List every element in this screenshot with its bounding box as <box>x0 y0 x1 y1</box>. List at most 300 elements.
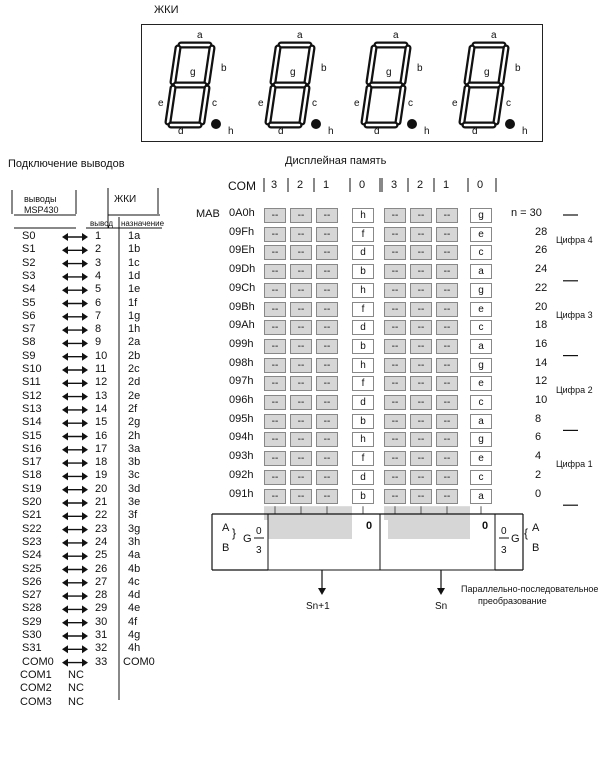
pin-lcd-function-31: 4h <box>128 642 141 655</box>
out-left-arrowhead <box>318 588 326 595</box>
pin-lcd-function-21: 3f <box>128 509 138 522</box>
pin-lcd-function-8: 2a <box>128 336 141 349</box>
pin-lcd-function-7: 1h <box>128 323 141 336</box>
memory-cell-5-0: -- <box>264 302 286 317</box>
memory-cell-7-2: -- <box>316 339 338 354</box>
memory-cell-15-5: -- <box>410 489 432 504</box>
digit-1-label-c: c <box>212 98 217 109</box>
pin-arrow-left-31 <box>62 645 68 653</box>
mux-left-a: A <box>222 522 230 534</box>
pin-lcd-number-3: 4 <box>95 269 102 282</box>
memory-cell-8-2: -- <box>316 358 338 373</box>
pin-arrow-right-15 <box>82 433 88 441</box>
com-header-4: 3 <box>391 179 398 191</box>
digit-1-segment-h <box>211 119 221 129</box>
pin-lcd-number-19: 20 <box>95 482 108 495</box>
com-header-6: 1 <box>443 179 450 191</box>
memory-cell-13-5: -- <box>410 451 432 466</box>
n-value-14: 2 <box>535 468 542 481</box>
memory-cell-6-7: c <box>470 320 492 335</box>
digit-3-segment-h <box>407 119 417 129</box>
output-sn: Sn <box>435 601 448 612</box>
pin-arrow-left-13 <box>62 406 68 414</box>
digit-4-label-b: b <box>515 63 521 74</box>
memory-cell-9-5: -- <box>410 376 432 391</box>
mux-right-g: G <box>511 533 520 545</box>
memory-cell-2-6: -- <box>436 245 458 260</box>
pin-lcd-number-9: 10 <box>95 349 108 362</box>
pin-arrow-right-17 <box>82 459 88 467</box>
memory-cell-4-1: -- <box>290 283 312 298</box>
pin-lcd-number-6: 7 <box>95 309 102 322</box>
pin-lcd-function-32: COM0 <box>123 655 155 668</box>
pin-lcd-number-21: 22 <box>95 509 108 522</box>
pin-lcd-function-24: 4a <box>128 549 141 562</box>
digit-label-4: Цифра 1 <box>556 459 593 470</box>
digit-4-label-c: c <box>506 98 511 109</box>
com-header-1: 2 <box>297 179 304 191</box>
pin-lcd-number-26: 27 <box>95 575 108 588</box>
conversion-label-1: Параллельно-последовательное <box>461 584 599 594</box>
memory-cell-11-6: -- <box>436 414 458 429</box>
mux-com-7: 0 <box>482 520 489 532</box>
pin-arrow-right-7 <box>82 326 88 334</box>
n-value-2: 26 <box>535 244 548 257</box>
pin-arrow-left-24 <box>62 552 68 560</box>
pin-lcd-number-25: 26 <box>95 562 108 575</box>
memory-cell-0-2: -- <box>316 208 338 223</box>
pin-arrow-left-5 <box>62 300 68 308</box>
memory-cell-5-3: f <box>352 302 374 317</box>
mux-left-frac-top: 0 <box>256 526 262 537</box>
memory-cell-6-4: -- <box>384 320 406 335</box>
pin-arrow-right-28 <box>82 605 88 613</box>
memory-cell-14-6: -- <box>436 470 458 485</box>
memory-cell-12-2: -- <box>316 432 338 447</box>
pin-nc-1: NC <box>68 668 84 681</box>
pin-lcd-function-16: 3a <box>128 442 141 455</box>
mux-right-frac-bot: 3 <box>501 545 507 556</box>
memory-cell-9-7: e <box>470 376 492 391</box>
n-value-9: 12 <box>535 375 548 388</box>
memory-cell-7-5: -- <box>410 339 432 354</box>
pin-lcd-function-19: 3d <box>128 482 141 495</box>
mab-address-12: 094h <box>229 431 254 444</box>
memory-cell-6-0: -- <box>264 320 286 335</box>
memory-cell-10-6: -- <box>436 395 458 410</box>
com-header-2: 1 <box>323 179 330 191</box>
pin-arrow-left-27 <box>62 592 68 600</box>
mux-com-3: 0 <box>366 520 373 532</box>
n-value-11: 8 <box>535 412 542 425</box>
mux-right-brace: { <box>524 526 529 540</box>
pin-lcd-number-18: 19 <box>95 469 108 482</box>
memory-cell-3-3: b <box>352 264 374 279</box>
mab-address-0: 0A0h <box>229 207 255 219</box>
digit-2-label-e: e <box>258 98 264 109</box>
pin-msp430-4: S4 <box>22 283 36 296</box>
memory-cell-4-0: -- <box>264 283 286 298</box>
memory-cell-3-7: a <box>470 264 492 279</box>
memory-cell-14-0: -- <box>264 470 286 485</box>
mab-address-3: 09Dh <box>229 263 256 276</box>
pin-lcd-function-29: 4f <box>128 615 138 628</box>
pin-lcd-number-14: 15 <box>95 416 108 429</box>
memory-cell-2-3: d <box>352 245 374 260</box>
pin-com-1: COM1 <box>20 668 52 681</box>
com-header-0: 3 <box>271 179 278 191</box>
pin-lcd-number-16: 17 <box>95 442 108 455</box>
pin-arrow-left-6 <box>62 313 68 321</box>
pin-arrow-right-19 <box>82 486 88 494</box>
memory-cell-12-7: g <box>470 432 492 447</box>
pin-arrow-right-14 <box>82 419 88 427</box>
memory-cell-11-4: -- <box>384 414 406 429</box>
pin-lcd-number-11: 12 <box>95 376 108 389</box>
mab-address-6: 09Ah <box>229 319 255 332</box>
pin-arrow-right-32 <box>82 659 88 667</box>
memory-cell-12-3: h <box>352 432 374 447</box>
memory-cell-8-3: h <box>352 358 374 373</box>
memory-cell-4-5: -- <box>410 283 432 298</box>
pin-lcd-function-10: 2c <box>128 363 140 375</box>
pin-arrow-right-27 <box>82 592 88 600</box>
memory-cell-14-5: -- <box>410 470 432 485</box>
digit-2-label-b: b <box>321 63 327 74</box>
mab-address-8: 098h <box>229 356 254 369</box>
memory-cell-4-6: -- <box>436 283 458 298</box>
memory-cell-13-1: -- <box>290 451 312 466</box>
conversion-label-2: преобразование <box>478 596 547 606</box>
pin-arrow-left-0 <box>62 233 68 241</box>
memory-cell-6-1: -- <box>290 320 312 335</box>
memory-title: Дисплейная память <box>285 155 387 167</box>
memory-cell-5-6: -- <box>436 302 458 317</box>
pin-arrow-left-20 <box>62 499 68 507</box>
pin-msp430-24: S24 <box>22 549 42 562</box>
pin-lcd-number-15: 16 <box>95 429 108 442</box>
pin-com-2: COM2 <box>20 682 52 695</box>
memory-cell-13-6: -- <box>436 451 458 466</box>
pin-lcd-function-4: 1e <box>128 283 141 296</box>
memory-cell-11-5: -- <box>410 414 432 429</box>
memory-cell-9-4: -- <box>384 376 406 391</box>
pin-msp430-21: S21 <box>22 509 42 522</box>
pins-head-left-2: MSP430 <box>24 205 59 215</box>
memory-cell-12-1: -- <box>290 432 312 447</box>
pin-arrow-left-12 <box>62 393 68 401</box>
memory-cell-1-6: -- <box>436 227 458 242</box>
memory-cell-0-7: g <box>470 208 492 223</box>
pin-arrow-left-26 <box>62 579 68 587</box>
pin-msp430-19: S19 <box>22 482 42 495</box>
memory-cell-9-0: -- <box>264 376 286 391</box>
digit-4-label-d: d <box>472 126 478 137</box>
mab-address-2: 09Eh <box>229 244 255 257</box>
digit-3-label-e: e <box>354 98 360 109</box>
memory-cell-8-0: -- <box>264 358 286 373</box>
memory-cell-8-1: -- <box>290 358 312 373</box>
digit-1-label-e: e <box>158 98 164 109</box>
pin-lcd-number-24: 25 <box>95 549 108 562</box>
memory-cell-1-7: e <box>470 227 492 242</box>
pin-arrow-right-4 <box>82 286 88 294</box>
pin-lcd-function-25: 4b <box>128 562 141 575</box>
pin-arrow-right-16 <box>82 446 88 454</box>
pin-lcd-function-1: 1b <box>128 243 141 256</box>
pin-com-3: COM3 <box>20 695 52 708</box>
pin-lcd-function-28: 4e <box>128 602 141 615</box>
memory-cell-7-3: b <box>352 339 374 354</box>
pin-msp430-5: S5 <box>22 296 36 309</box>
mux-left-brace: } <box>232 526 237 540</box>
mux-right-a: A <box>532 522 540 534</box>
pin-arrow-right-21 <box>82 512 88 520</box>
lcd-title: ЖКИ <box>154 4 179 16</box>
pin-lcd-function-15: 2h <box>128 429 141 442</box>
com-header-7: 0 <box>477 179 484 191</box>
n-value-8: 14 <box>535 356 548 369</box>
mab-label: MAB <box>196 208 220 220</box>
gray-band-1 <box>384 506 470 520</box>
memory-cell-9-2: -- <box>316 376 338 391</box>
pin-msp430-20: S20 <box>22 496 42 508</box>
mab-address-9: 097h <box>229 375 254 388</box>
memory-cell-5-2: -- <box>316 302 338 317</box>
n-value-13: 4 <box>535 450 542 463</box>
pin-msp430-0: S0 <box>22 230 36 242</box>
pin-arrow-right-6 <box>82 313 88 321</box>
n-value-0: n = 30 <box>511 207 542 219</box>
mux-left-b: B <box>222 542 230 554</box>
digit-3-label-d: d <box>374 126 380 137</box>
memory-cell-11-1: -- <box>290 414 312 429</box>
memory-cell-15-0: -- <box>264 489 286 504</box>
memory-cell-11-2: -- <box>316 414 338 429</box>
digit-2-label-g: g <box>290 67 296 78</box>
output-sn-plus-1: Sn+1 <box>306 601 330 612</box>
memory-cell-1-0: -- <box>264 227 286 242</box>
pin-msp430-18: S18 <box>22 469 42 482</box>
memory-cell-2-5: -- <box>410 245 432 260</box>
pin-lcd-number-28: 29 <box>95 602 108 615</box>
digit-1-label-a: a <box>197 30 203 41</box>
pin-lcd-function-20: 3e <box>128 496 141 508</box>
memory-cell-0-6: -- <box>436 208 458 223</box>
memory-cell-5-7: e <box>470 302 492 317</box>
pin-lcd-number-30: 31 <box>95 629 108 641</box>
pin-msp430-1: S1 <box>22 243 36 256</box>
pin-arrow-left-9 <box>62 353 68 361</box>
pin-lcd-number-31: 32 <box>95 642 108 655</box>
pin-arrow-left-16 <box>62 446 68 454</box>
memory-cell-14-1: -- <box>290 470 312 485</box>
memory-cell-10-5: -- <box>410 395 432 410</box>
digit-3-label-h: h <box>424 126 430 137</box>
pin-arrow-left-8 <box>62 339 68 347</box>
com-header-5: 2 <box>417 179 424 191</box>
pins-title: Подключение выводов <box>8 158 125 170</box>
pin-arrow-left-23 <box>62 539 68 547</box>
pin-msp430-3: S3 <box>22 269 36 282</box>
memory-cell-15-4: -- <box>384 489 406 504</box>
n-value-12: 6 <box>535 431 542 444</box>
memory-cell-12-6: -- <box>436 432 458 447</box>
mab-address-1: 09Fh <box>229 225 255 238</box>
pin-msp430-22: S22 <box>22 522 42 535</box>
pin-lcd-function-13: 2f <box>128 402 138 415</box>
digit-4-segment-h <box>505 119 515 129</box>
pin-lcd-number-8: 9 <box>95 336 102 349</box>
memory-cell-7-6: -- <box>436 339 458 354</box>
memory-cell-11-3: b <box>352 414 374 429</box>
pin-lcd-number-29: 30 <box>95 615 108 628</box>
memory-cell-10-3: d <box>352 395 374 410</box>
n-value-3: 24 <box>535 263 548 276</box>
n-value-5: 20 <box>535 300 548 313</box>
pin-msp430-23: S23 <box>22 535 42 548</box>
pin-lcd-number-27: 28 <box>95 589 108 602</box>
pin-msp430-31: S31 <box>22 642 42 655</box>
pin-msp430-10: S10 <box>22 363 42 375</box>
pin-arrow-right-30 <box>82 632 88 640</box>
pin-lcd-function-30: 4g <box>128 629 141 641</box>
mux-right-b: B <box>532 542 540 554</box>
pins-sub-func: назначение <box>121 219 165 228</box>
memory-cell-3-2: -- <box>316 264 338 279</box>
pin-lcd-number-7: 8 <box>95 323 102 336</box>
digit-4-label-h: h <box>522 126 528 137</box>
pin-arrow-right-8 <box>82 339 88 347</box>
mab-address-15: 091h <box>229 487 254 500</box>
pin-lcd-number-2: 3 <box>95 256 102 269</box>
memory-cell-5-1: -- <box>290 302 312 317</box>
memory-cell-11-7: a <box>470 414 492 429</box>
pin-msp430-9: S9 <box>22 349 36 362</box>
digit-1-label-g: g <box>190 67 196 78</box>
pin-lcd-number-17: 18 <box>95 456 108 469</box>
memory-cell-6-6: -- <box>436 320 458 335</box>
memory-cell-9-1: -- <box>290 376 312 391</box>
memory-cell-6-5: -- <box>410 320 432 335</box>
pin-msp430-13: S13 <box>22 402 42 415</box>
memory-cell-0-4: -- <box>384 208 406 223</box>
pin-arrow-right-25 <box>82 566 88 574</box>
n-value-4: 22 <box>535 281 548 294</box>
memory-cell-1-4: -- <box>384 227 406 242</box>
memory-cell-1-3: f <box>352 227 374 242</box>
memory-cell-15-7: a <box>470 489 492 504</box>
pin-arrow-left-1 <box>62 246 68 254</box>
digit-4-label-e: e <box>452 98 458 109</box>
memory-cell-14-3: d <box>352 470 374 485</box>
pin-arrow-left-4 <box>62 286 68 294</box>
pin-msp430-29: S29 <box>22 615 42 628</box>
pin-lcd-number-10: 11 <box>95 363 107 375</box>
pin-arrow-right-29 <box>82 619 88 627</box>
pin-arrow-right-24 <box>82 552 88 560</box>
pin-arrow-right-13 <box>82 406 88 414</box>
pin-lcd-number-5: 6 <box>95 296 102 309</box>
memory-cell-7-7: a <box>470 339 492 354</box>
pin-arrow-right-18 <box>82 472 88 480</box>
pin-lcd-number-22: 23 <box>95 522 108 535</box>
pin-arrow-right-22 <box>82 526 88 534</box>
pin-lcd-function-0: 1a <box>128 230 141 242</box>
pin-lcd-number-4: 5 <box>95 283 102 296</box>
digit-2-label-c: c <box>312 98 317 109</box>
pin-msp430-7: S7 <box>22 323 36 336</box>
pin-arrow-right-10 <box>82 366 88 374</box>
memory-cell-12-4: -- <box>384 432 406 447</box>
n-value-7: 16 <box>535 337 548 350</box>
memory-cell-1-2: -- <box>316 227 338 242</box>
pin-msp430-30: S30 <box>22 629 42 641</box>
memory-cell-14-2: -- <box>316 470 338 485</box>
pin-lcd-number-20: 21 <box>95 496 108 508</box>
pin-lcd-number-1: 2 <box>95 243 102 256</box>
memory-cell-2-7: c <box>470 245 492 260</box>
pin-lcd-function-9: 2b <box>128 349 141 362</box>
pin-msp430-2: S2 <box>22 256 36 269</box>
memory-cell-0-5: -- <box>410 208 432 223</box>
memory-cell-14-7: c <box>470 470 492 485</box>
pin-arrow-left-28 <box>62 605 68 613</box>
memory-cell-7-0: -- <box>264 339 286 354</box>
memory-cell-10-1: -- <box>290 395 312 410</box>
pin-arrow-left-30 <box>62 632 68 640</box>
mab-address-4: 09Ch <box>229 281 256 294</box>
digit-label-3: Цифра 2 <box>556 384 593 395</box>
pin-lcd-number-0: 1 <box>95 230 102 242</box>
pin-arrow-left-15 <box>62 433 68 441</box>
pin-msp430-16: S16 <box>22 442 42 455</box>
pin-nc-2: NC <box>68 682 84 695</box>
memory-cell-4-4: -- <box>384 283 406 298</box>
memory-cell-13-2: -- <box>316 451 338 466</box>
memory-cell-5-4: -- <box>384 302 406 317</box>
memory-cell-11-0: -- <box>264 414 286 429</box>
digit-4-label-a: a <box>491 30 497 41</box>
memory-cell-0-0: -- <box>264 208 286 223</box>
pin-arrow-right-9 <box>82 353 88 361</box>
digit-label-1: Цифра 4 <box>556 235 593 246</box>
pin-msp430-14: S14 <box>22 416 42 429</box>
pin-msp430-28: S28 <box>22 602 42 615</box>
pin-arrow-right-0 <box>82 233 88 241</box>
memory-cell-13-0: -- <box>264 451 286 466</box>
pin-lcd-function-27: 4d <box>128 589 141 602</box>
pin-lcd-function-2: 1c <box>128 256 140 269</box>
n-value-15: 0 <box>535 487 542 500</box>
pin-lcd-function-3: 1d <box>128 269 141 282</box>
pin-arrow-left-3 <box>62 273 68 281</box>
digit-2-label-h: h <box>328 126 334 137</box>
memory-cell-14-4: -- <box>384 470 406 485</box>
com-header-3: 0 <box>359 179 366 191</box>
pin-lcd-function-5: 1f <box>128 296 138 309</box>
memory-cell-2-1: -- <box>290 245 312 260</box>
pin-arrow-left-22 <box>62 526 68 534</box>
mux-right-frac-top: 0 <box>501 526 507 537</box>
pin-arrow-left-18 <box>62 472 68 480</box>
memory-cell-8-7: g <box>470 358 492 373</box>
mux-left-frac-bot: 3 <box>256 545 262 556</box>
pins-head-right: ЖКИ <box>114 194 137 205</box>
pin-lcd-number-32: 33 <box>95 655 108 668</box>
pin-msp430-12: S12 <box>22 389 42 402</box>
pin-nc-3: NC <box>68 695 84 708</box>
